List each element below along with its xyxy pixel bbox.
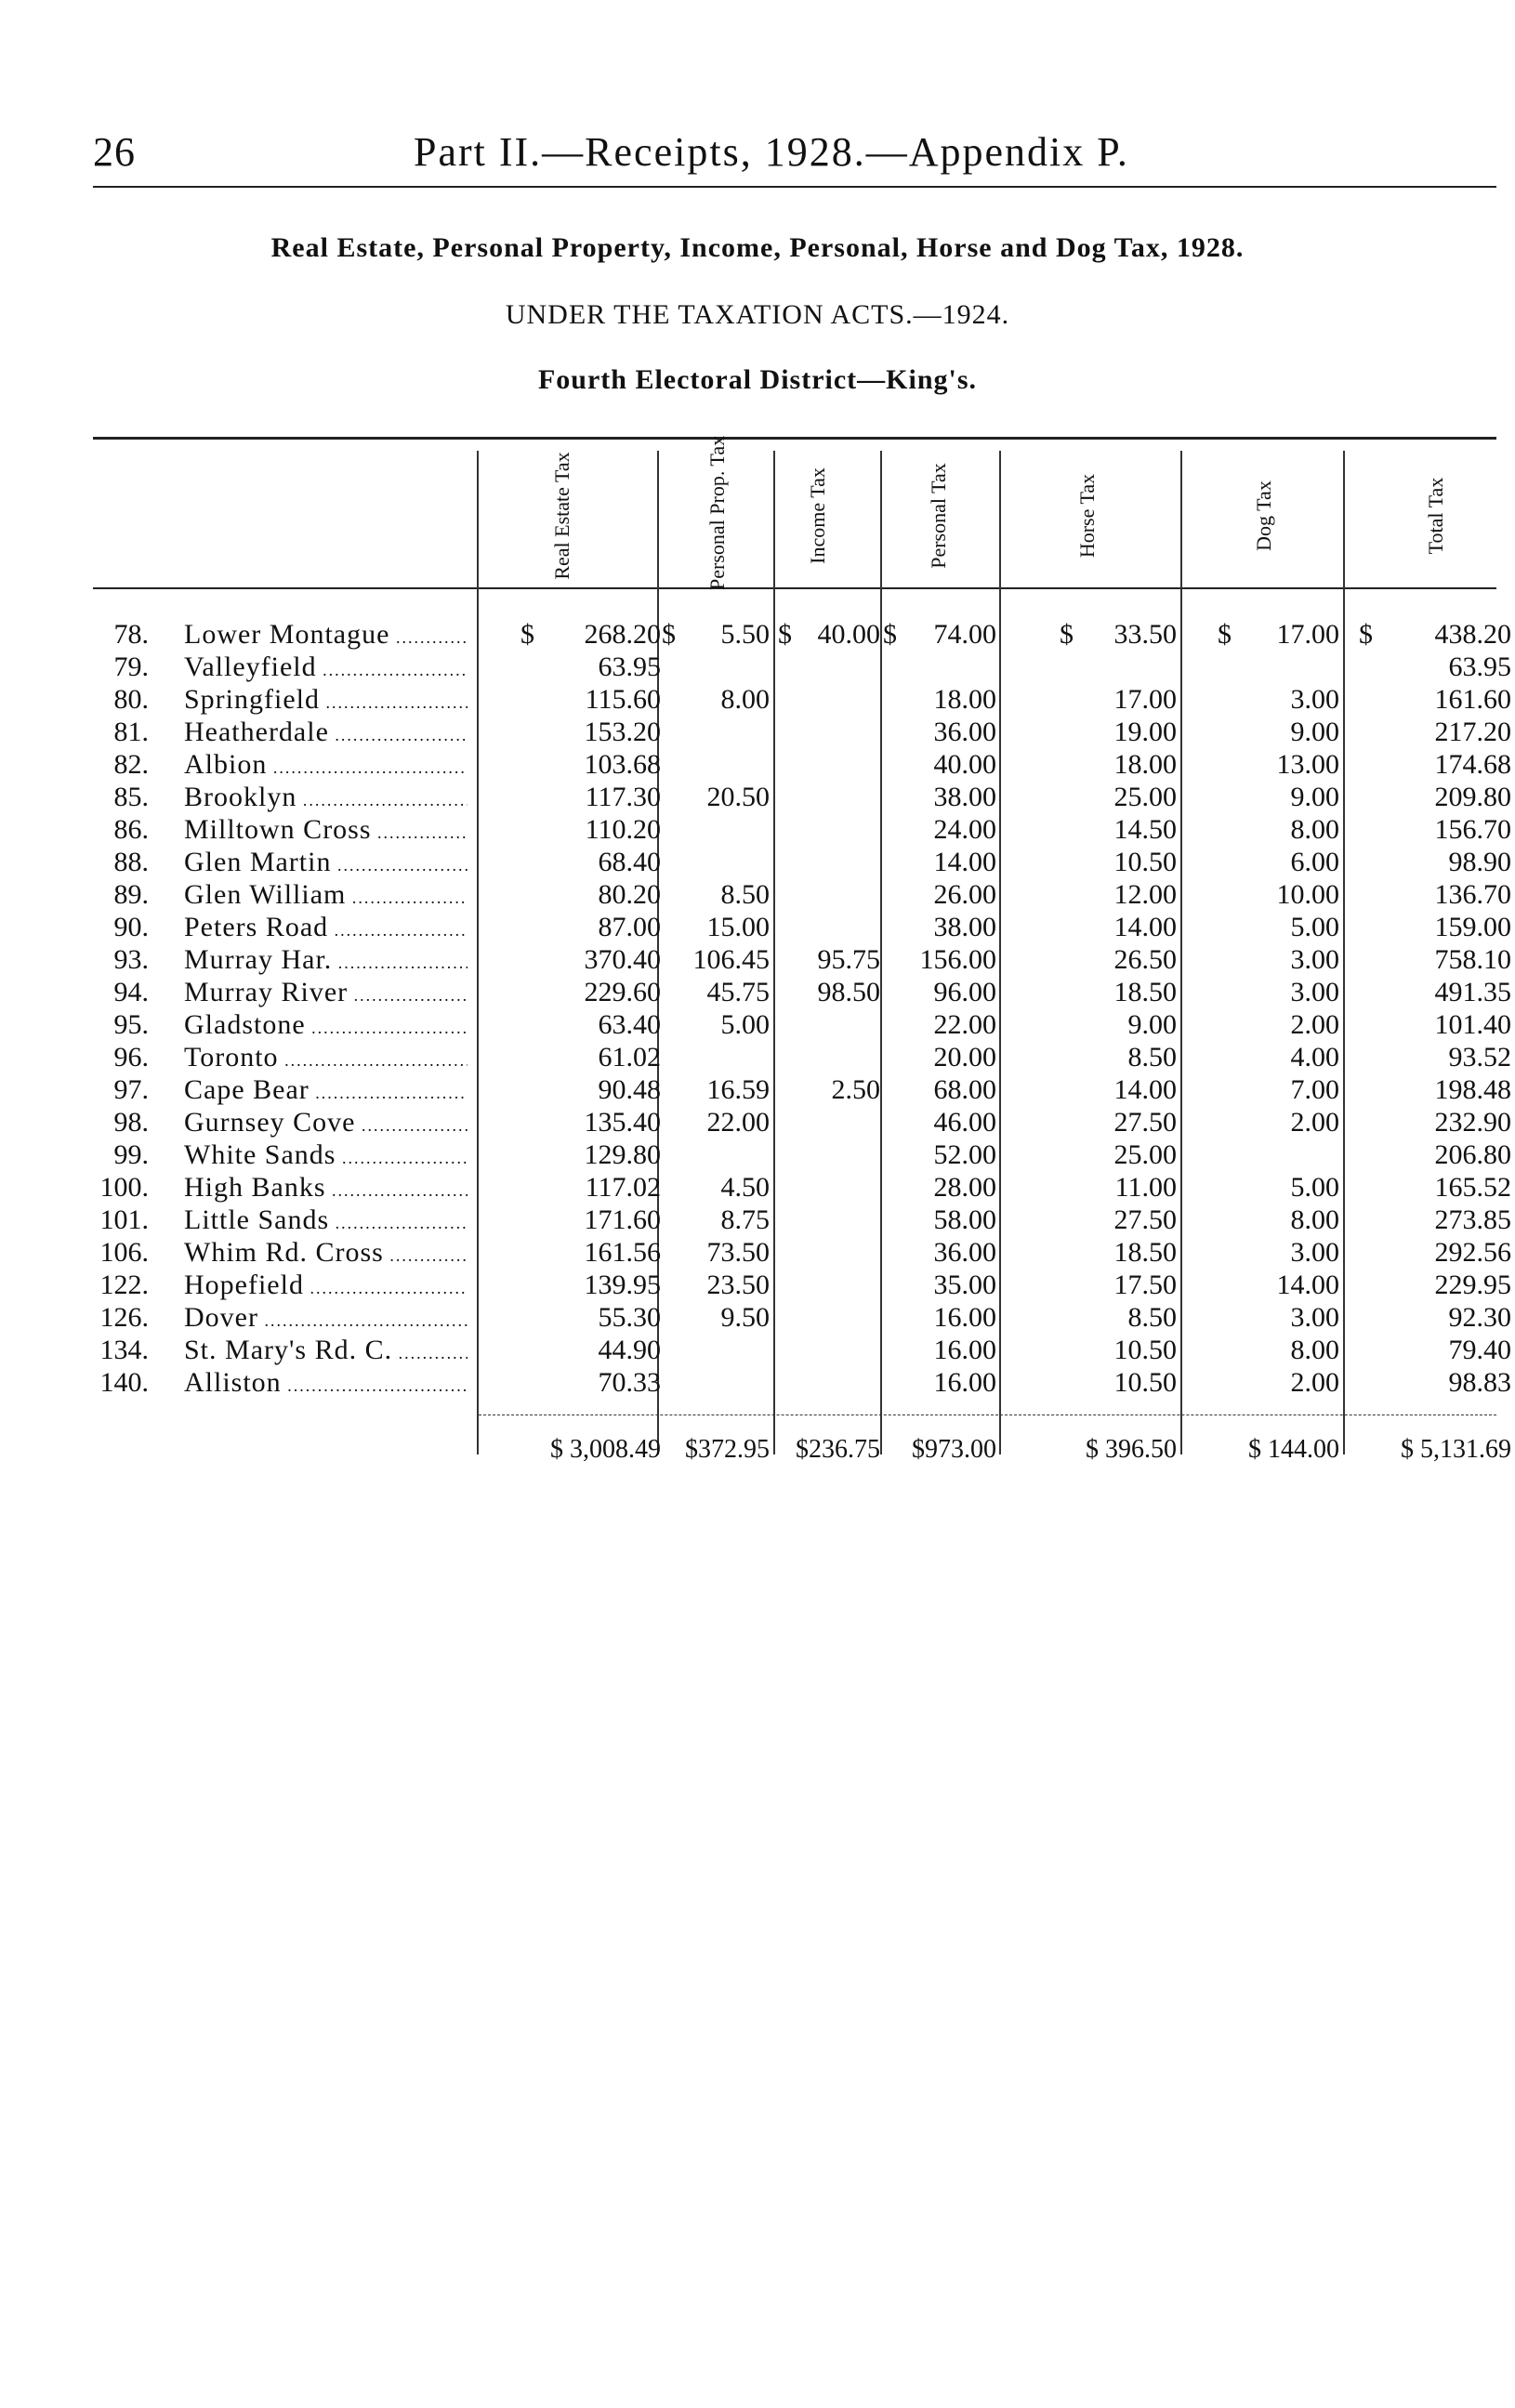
cell-personal: 16.00 bbox=[933, 1367, 996, 1398]
table-row bbox=[0, 1138, 1515, 1171]
cell-personal-prop: 8.50 bbox=[720, 879, 770, 910]
page-header bbox=[93, 119, 1496, 175]
district-number: 80. bbox=[113, 684, 149, 715]
district-number: 100. bbox=[99, 1172, 149, 1203]
cell-personal: 18.00 bbox=[933, 684, 996, 715]
district-number: 86. bbox=[113, 814, 149, 845]
district-name: Dover ..... bbox=[184, 1301, 468, 1337]
district-number: 90. bbox=[113, 912, 149, 942]
running-head: Part II.—Receipts, 1928.—Appendix P. bbox=[414, 129, 1129, 175]
cell-real-estate: 87.00 bbox=[598, 912, 661, 942]
cell-total: 156.70 bbox=[1434, 814, 1511, 845]
cell-dog: 9.00 bbox=[1290, 782, 1339, 812]
cell-real-estate: 70.33 bbox=[598, 1367, 661, 1398]
cell-dog: 2.00 bbox=[1290, 1367, 1339, 1398]
cell-personal-prop: 16.59 bbox=[706, 1074, 770, 1105]
table-row bbox=[0, 618, 1515, 651]
cell-horse: 8.50 bbox=[1127, 1042, 1177, 1072]
district-number: 140. bbox=[99, 1367, 149, 1398]
total-real-estate: $ 3,008.49 bbox=[550, 1435, 661, 1464]
cell-dog: 10.00 bbox=[1276, 879, 1339, 910]
cell-dog: 8.00 bbox=[1290, 814, 1339, 845]
cell-total: 159.00 bbox=[1434, 912, 1511, 942]
district-number: 89. bbox=[113, 879, 149, 910]
cell-total: 491.35 bbox=[1434, 977, 1511, 1007]
cell-personal-prop: 8.75 bbox=[720, 1204, 770, 1235]
cell-dog: 17.00 bbox=[1276, 619, 1339, 650]
cell-personal: 16.00 bbox=[933, 1302, 996, 1333]
district-name: Springfield ..... bbox=[184, 683, 468, 719]
cell-total: 292.56 bbox=[1434, 1237, 1511, 1268]
cell-personal: 156.00 bbox=[919, 944, 996, 975]
cell-personal-prop: 9.50 bbox=[720, 1302, 770, 1333]
totals-row bbox=[0, 1433, 1515, 1466]
district-number: 94. bbox=[113, 977, 149, 1007]
dollar-income: $ bbox=[778, 619, 792, 650]
table-title: Real Estate, Personal Property, Income, Personal, Horse and Dog Tax, 1928. bbox=[270, 232, 1245, 263]
cell-horse: 10.50 bbox=[1113, 1335, 1177, 1365]
cell-dog: 6.00 bbox=[1290, 847, 1339, 877]
district-name: Alliston ..... bbox=[184, 1366, 468, 1402]
cell-personal: 46.00 bbox=[933, 1107, 996, 1138]
cell-real-estate: 63.95 bbox=[598, 651, 661, 682]
cell-personal-prop: 5.50 bbox=[720, 619, 770, 650]
page-number: 26 bbox=[93, 129, 136, 175]
cell-personal: 14.00 bbox=[933, 847, 996, 877]
cell-personal-prop: 45.75 bbox=[706, 977, 770, 1007]
cell-total: 273.85 bbox=[1434, 1204, 1511, 1235]
cell-real-estate: 80.20 bbox=[598, 879, 661, 910]
cell-personal: 38.00 bbox=[933, 912, 996, 942]
table-row bbox=[0, 1171, 1515, 1204]
total-dog: $ 144.00 bbox=[1248, 1435, 1339, 1464]
district-name: Lower Montague ..... bbox=[184, 618, 468, 654]
cell-horse: 17.50 bbox=[1113, 1270, 1177, 1300]
cell-total: 136.70 bbox=[1434, 879, 1511, 910]
cell-horse: 10.50 bbox=[1113, 1367, 1177, 1398]
cell-dog: 13.00 bbox=[1276, 749, 1339, 780]
cell-income: 2.50 bbox=[831, 1074, 880, 1105]
cell-horse: 9.00 bbox=[1127, 1009, 1177, 1040]
cell-total: 198.48 bbox=[1434, 1074, 1511, 1105]
cell-horse: 8.50 bbox=[1127, 1302, 1177, 1333]
cell-personal: 52.00 bbox=[933, 1139, 996, 1170]
column-header-personal-prop: Personal Prop. Tax bbox=[705, 435, 729, 590]
column-header-income: Income Tax bbox=[806, 467, 829, 564]
cell-total: 217.20 bbox=[1434, 717, 1511, 747]
cell-personal: 20.00 bbox=[933, 1042, 996, 1072]
district-name: Peters Road ..... bbox=[184, 911, 468, 947]
cell-horse: 17.00 bbox=[1113, 684, 1177, 715]
header-rule bbox=[93, 186, 1496, 188]
cell-personal: 40.00 bbox=[933, 749, 996, 780]
district-name: Glen William ..... bbox=[184, 878, 468, 915]
cell-total: 165.52 bbox=[1434, 1172, 1511, 1203]
district-number: 106. bbox=[99, 1237, 149, 1268]
total-grand: $ 5,131.69 bbox=[1401, 1435, 1511, 1464]
cell-real-estate: 61.02 bbox=[598, 1042, 661, 1072]
cell-personal: 68.00 bbox=[933, 1074, 996, 1105]
cell-personal: 26.00 bbox=[933, 879, 996, 910]
cell-horse: 18.50 bbox=[1113, 977, 1177, 1007]
cell-real-estate: 153.20 bbox=[584, 717, 661, 747]
cell-total: 438.20 bbox=[1434, 619, 1511, 650]
cell-dog: 5.00 bbox=[1290, 1172, 1339, 1203]
cell-personal-prop: 73.50 bbox=[706, 1237, 770, 1268]
column-header-horse: Horse Tax bbox=[1075, 473, 1099, 559]
district-name: Brooklyn ..... bbox=[184, 781, 468, 817]
table-row bbox=[0, 1008, 1515, 1041]
cell-personal: 22.00 bbox=[933, 1009, 996, 1040]
district-name: Toronto ..... bbox=[184, 1041, 468, 1077]
cell-personal-prop: 4.50 bbox=[720, 1172, 770, 1203]
cell-personal: 16.00 bbox=[933, 1335, 996, 1365]
table-subtitle: UNDER THE TAXATION ACTS.—1924. bbox=[505, 299, 1010, 330]
district-name: Whim Rd. Cross ..... bbox=[184, 1236, 468, 1272]
cell-total: 229.95 bbox=[1434, 1270, 1511, 1300]
table-row bbox=[0, 911, 1515, 943]
cell-real-estate: 117.02 bbox=[585, 1172, 661, 1203]
table-row bbox=[0, 781, 1515, 813]
cell-real-estate: 171.60 bbox=[584, 1204, 661, 1235]
total-income: $236.75 bbox=[796, 1435, 880, 1464]
cell-dog: 5.00 bbox=[1290, 912, 1339, 942]
cell-income: 98.50 bbox=[817, 977, 880, 1007]
cell-real-estate: 161.56 bbox=[584, 1237, 661, 1268]
dollar-real-estate: $ bbox=[520, 619, 534, 650]
district-name: Cape Bear ..... bbox=[184, 1073, 468, 1110]
cell-horse: 14.00 bbox=[1113, 1074, 1177, 1105]
cell-real-estate: 135.40 bbox=[584, 1107, 661, 1138]
cell-income: 40.00 bbox=[817, 619, 880, 650]
district-name: St. Mary's Rd. C. ..... bbox=[184, 1334, 468, 1370]
cell-personal: 58.00 bbox=[933, 1204, 996, 1235]
cell-total: 758.10 bbox=[1434, 944, 1511, 975]
cell-personal: 28.00 bbox=[933, 1172, 996, 1203]
district-name: Milltown Cross ..... bbox=[184, 813, 468, 849]
district-title: Fourth Electoral District—King's. bbox=[537, 364, 978, 395]
district-name: Gladstone ..... bbox=[184, 1008, 468, 1045]
table-row bbox=[0, 1073, 1515, 1106]
cell-dog: 3.00 bbox=[1290, 1237, 1339, 1268]
cell-dog: 3.00 bbox=[1290, 944, 1339, 975]
cell-horse: 14.00 bbox=[1113, 912, 1177, 942]
district-name: Gurnsey Cove ..... bbox=[184, 1106, 468, 1142]
table-row bbox=[0, 976, 1515, 1008]
cell-total: 206.80 bbox=[1434, 1139, 1511, 1170]
cell-personal-prop: 23.50 bbox=[706, 1270, 770, 1300]
table-row bbox=[0, 1366, 1515, 1399]
cell-dog: 7.00 bbox=[1290, 1074, 1339, 1105]
cell-personal: 36.00 bbox=[933, 1237, 996, 1268]
cell-real-estate: 268.20 bbox=[584, 619, 661, 650]
district-name: White Sands ..... bbox=[184, 1138, 468, 1175]
table-row bbox=[0, 1041, 1515, 1073]
cell-personal: 74.00 bbox=[933, 619, 996, 650]
cell-total: 232.90 bbox=[1434, 1107, 1511, 1138]
cell-horse: 27.50 bbox=[1113, 1204, 1177, 1235]
cell-dog: 14.00 bbox=[1276, 1270, 1339, 1300]
district-name: Albion ..... bbox=[184, 748, 468, 784]
cell-dog: 4.00 bbox=[1290, 1042, 1339, 1072]
table-row bbox=[0, 651, 1515, 683]
district-name: High Banks ..... bbox=[184, 1171, 468, 1207]
cell-horse: 33.50 bbox=[1113, 619, 1177, 650]
district-name: Hopefield ..... bbox=[184, 1269, 468, 1305]
cell-real-estate: 110.20 bbox=[585, 814, 661, 845]
district-number: 93. bbox=[113, 944, 149, 975]
table-row bbox=[0, 813, 1515, 846]
cell-total: 209.80 bbox=[1434, 782, 1511, 812]
district-number: 134. bbox=[99, 1335, 149, 1365]
dollar-total: $ bbox=[1359, 619, 1373, 650]
district-number: 99. bbox=[113, 1139, 149, 1170]
district-number: 95. bbox=[113, 1009, 149, 1040]
cell-personal-prop: 15.00 bbox=[706, 912, 770, 942]
column-header-dog: Dog Tax bbox=[1252, 480, 1275, 551]
cell-personal: 35.00 bbox=[933, 1270, 996, 1300]
cell-total: 92.30 bbox=[1448, 1302, 1511, 1333]
district-number: 96. bbox=[113, 1042, 149, 1072]
district-name: Murray Har. ..... bbox=[184, 943, 468, 980]
cell-total: 101.40 bbox=[1434, 1009, 1511, 1040]
cell-income: 95.75 bbox=[817, 944, 880, 975]
district-number: 82. bbox=[113, 749, 149, 780]
cell-horse: 18.50 bbox=[1113, 1237, 1177, 1268]
district-number: 79. bbox=[113, 651, 149, 682]
district-name: Murray River ..... bbox=[184, 976, 468, 1012]
cell-dog: 3.00 bbox=[1290, 684, 1339, 715]
cell-real-estate: 44.90 bbox=[598, 1335, 661, 1365]
table-row bbox=[0, 1334, 1515, 1366]
district-number: 126. bbox=[99, 1302, 149, 1333]
column-header-real-estate: Real Estate Tax bbox=[550, 452, 573, 580]
cell-personal: 24.00 bbox=[933, 814, 996, 845]
cell-real-estate: 68.40 bbox=[598, 847, 661, 877]
district-name: Heatherdale ..... bbox=[184, 716, 468, 752]
cell-dog: 3.00 bbox=[1290, 977, 1339, 1007]
cell-total: 93.52 bbox=[1448, 1042, 1511, 1072]
district-number: 97. bbox=[113, 1074, 149, 1105]
district-number: 98. bbox=[113, 1107, 149, 1138]
cell-real-estate: 90.48 bbox=[598, 1074, 661, 1105]
cell-horse: 18.00 bbox=[1113, 749, 1177, 780]
table-row bbox=[0, 748, 1515, 781]
district-name: Valleyfield ..... bbox=[184, 651, 468, 687]
cell-real-estate: 55.30 bbox=[598, 1302, 661, 1333]
cell-personal: 36.00 bbox=[933, 717, 996, 747]
cell-horse: 25.00 bbox=[1113, 1139, 1177, 1170]
table-row bbox=[0, 1204, 1515, 1236]
cell-dog: 8.00 bbox=[1290, 1335, 1339, 1365]
cell-personal-prop: 20.50 bbox=[706, 782, 770, 812]
total-horse: $ 396.50 bbox=[1086, 1435, 1177, 1464]
total-personal-prop: $372.95 bbox=[685, 1435, 770, 1464]
table-top-rule bbox=[93, 437, 1496, 440]
cell-horse: 12.00 bbox=[1113, 879, 1177, 910]
cell-dog: 9.00 bbox=[1290, 717, 1339, 747]
district-number: 78. bbox=[113, 619, 149, 650]
cell-real-estate: 370.40 bbox=[584, 944, 661, 975]
cell-real-estate: 129.80 bbox=[584, 1139, 661, 1170]
cell-total: 161.60 bbox=[1434, 684, 1511, 715]
cell-horse: 10.50 bbox=[1113, 847, 1177, 877]
cell-personal: 38.00 bbox=[933, 782, 996, 812]
district-number: 88. bbox=[113, 847, 149, 877]
cell-personal-prop: 8.00 bbox=[720, 684, 770, 715]
cell-horse: 27.50 bbox=[1113, 1107, 1177, 1138]
table-row bbox=[0, 878, 1515, 911]
cell-real-estate: 117.30 bbox=[585, 782, 661, 812]
dollar-personal-prop: $ bbox=[662, 619, 676, 650]
cell-personal-prop: 5.00 bbox=[720, 1009, 770, 1040]
cell-real-estate: 139.95 bbox=[584, 1270, 661, 1300]
cell-horse: 11.00 bbox=[1114, 1172, 1177, 1203]
dollar-dog: $ bbox=[1218, 619, 1232, 650]
table-row bbox=[0, 1301, 1515, 1334]
district-name: Little Sands ..... bbox=[184, 1204, 468, 1240]
cell-total: 98.90 bbox=[1448, 847, 1511, 877]
cell-real-estate: 103.68 bbox=[584, 749, 661, 780]
district-number: 122. bbox=[99, 1270, 149, 1300]
cell-personal: 96.00 bbox=[933, 977, 996, 1007]
cell-real-estate: 115.60 bbox=[585, 684, 661, 715]
column-header-total: Total Tax bbox=[1424, 477, 1447, 555]
dollar-personal: $ bbox=[883, 619, 897, 650]
total-personal: $973.00 bbox=[912, 1435, 996, 1464]
cell-dog: 8.00 bbox=[1290, 1204, 1339, 1235]
district-name: Glen Martin ..... bbox=[184, 846, 468, 882]
cell-horse: 26.50 bbox=[1113, 944, 1177, 975]
cell-personal-prop: 106.45 bbox=[692, 944, 770, 975]
cell-dog: 2.00 bbox=[1290, 1107, 1339, 1138]
table-row bbox=[0, 716, 1515, 748]
cell-real-estate: 63.40 bbox=[598, 1009, 661, 1040]
district-number: 85. bbox=[113, 782, 149, 812]
table-row bbox=[0, 1236, 1515, 1269]
table-row bbox=[0, 943, 1515, 976]
district-number: 101. bbox=[99, 1204, 149, 1235]
cell-personal-prop: 22.00 bbox=[706, 1107, 770, 1138]
cell-dog: 3.00 bbox=[1290, 1302, 1339, 1333]
cell-total: 79.40 bbox=[1448, 1335, 1511, 1365]
table-head-rule bbox=[93, 587, 1496, 589]
cell-total: 174.68 bbox=[1434, 749, 1511, 780]
table-row bbox=[0, 846, 1515, 878]
cell-total: 98.83 bbox=[1448, 1367, 1511, 1398]
cell-horse: 25.00 bbox=[1113, 782, 1177, 812]
district-number: 81. bbox=[113, 717, 149, 747]
cell-total: 63.95 bbox=[1448, 651, 1511, 682]
cell-real-estate: 229.60 bbox=[584, 977, 661, 1007]
cell-dog: 2.00 bbox=[1290, 1009, 1339, 1040]
column-header-personal: Personal Tax bbox=[927, 463, 950, 569]
dollar-horse: $ bbox=[1060, 619, 1074, 650]
table-row bbox=[0, 683, 1515, 716]
table-row bbox=[0, 1106, 1515, 1138]
cell-horse: 14.50 bbox=[1113, 814, 1177, 845]
table-row bbox=[0, 1269, 1515, 1301]
cell-horse: 19.00 bbox=[1113, 717, 1177, 747]
